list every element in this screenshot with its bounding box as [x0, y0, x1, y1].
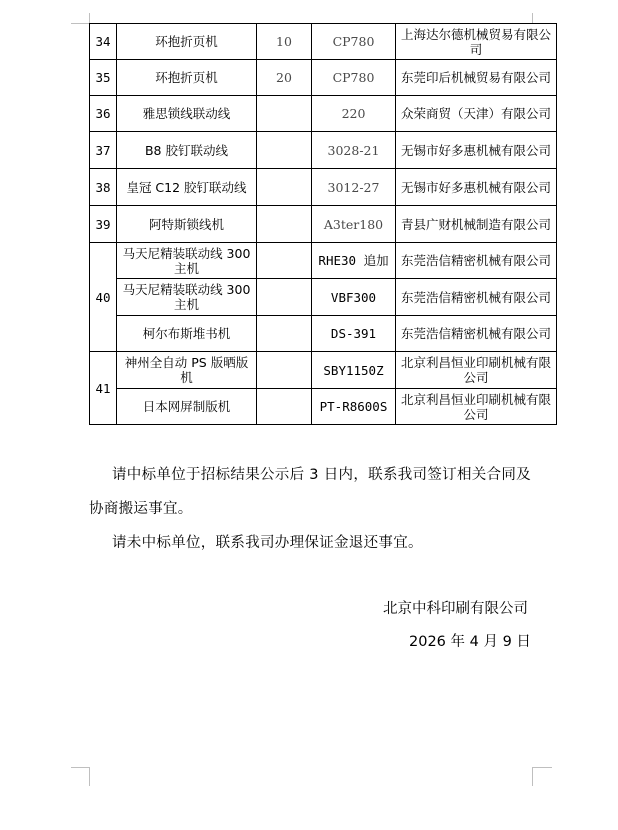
model: VBF300	[312, 279, 396, 316]
quantity	[257, 243, 312, 279]
table-row	[90, 389, 557, 425]
model: A3ter180	[312, 206, 396, 243]
equipment-name: 雅思锁线联动线	[117, 96, 257, 132]
table-row	[90, 352, 557, 389]
row-number: 39	[90, 206, 117, 243]
equipment-name: B8 胶钉联动线	[117, 132, 257, 169]
row-number: 36	[90, 96, 117, 132]
notice-paragraph-1-line-2: 协商搬运事宜。	[89, 501, 193, 517]
quantity	[257, 206, 312, 243]
equipment-name: 阿特斯锁线机	[117, 206, 257, 243]
winning-company: 北京利昌恒业印刷机械有限公司	[396, 389, 557, 425]
model: RHE30 追加	[312, 243, 396, 279]
notice-paragraph-1-line-1: 请中标单位于招标结果公示后 3 日内，联系我司签订相关合同及	[112, 467, 531, 483]
equipment-name: 马天尼精装联动线 300 主机	[117, 279, 257, 316]
quantity	[257, 389, 312, 425]
row-number: 34	[90, 24, 117, 60]
row-number: 37	[90, 132, 117, 169]
corner-mark-bottom-right-h	[532, 767, 552, 768]
equipment-name: 环抱折页机	[117, 24, 257, 60]
equipment-name: 柯尔布斯堆书机	[117, 316, 257, 352]
equipment-name: 皇冠 C12 胶钉联动线	[117, 169, 257, 206]
quantity	[257, 96, 312, 132]
equipment-name: 环抱折页机	[117, 60, 257, 96]
signature-company: 北京中科印刷有限公司	[383, 601, 528, 617]
table-row	[90, 169, 557, 206]
model: CP780	[312, 24, 396, 60]
model: 3012-27	[312, 169, 396, 206]
table-row	[90, 132, 557, 169]
winning-company: 北京利昌恒业印刷机械有限公司	[396, 352, 557, 389]
row-number: 38	[90, 169, 117, 206]
row-number: 40	[90, 243, 117, 352]
row-number: 41	[90, 352, 117, 425]
equipment-name: 马天尼精装联动线 300 主机	[117, 243, 257, 279]
equipment-name: 神州全自动 PS 版晒版机	[117, 352, 257, 389]
bid-results-table	[89, 23, 557, 425]
equipment-name: 日本网屏制版机	[117, 389, 257, 425]
quantity	[257, 316, 312, 352]
winning-company: 众荣商贸（天津）有限公司	[396, 96, 557, 132]
winning-company: 无锡市好多惠机械有限公司	[396, 132, 557, 169]
winning-company: 青县广财机械制造有限公司	[396, 206, 557, 243]
table-row	[90, 206, 557, 243]
quantity	[257, 279, 312, 316]
row-number: 35	[90, 60, 117, 96]
model: CP780	[312, 60, 396, 96]
corner-mark-bottom-right-v	[532, 767, 533, 786]
quantity	[257, 352, 312, 389]
corner-mark-bottom-left-h	[71, 767, 89, 768]
model: DS-391	[312, 316, 396, 352]
winning-company: 上海达尔德机械贸易有限公司	[396, 24, 557, 60]
winning-company: 东莞浩信精密机械有限公司	[396, 243, 557, 279]
winning-company: 东莞印后机械贸易有限公司	[396, 60, 557, 96]
table-row	[90, 316, 557, 352]
quantity	[257, 169, 312, 206]
corner-mark-top-right-v	[532, 13, 533, 23]
quantity: 10	[257, 24, 312, 60]
notice-paragraph-2: 请未中标单位，联系我司办理保证金退还事宜。	[112, 535, 423, 551]
model: PT-R8600S	[312, 389, 396, 425]
signature-date: 2026 年 4 月 9 日	[409, 634, 531, 650]
model: SBY1150Z	[312, 352, 396, 389]
corner-mark-top-left-h	[71, 23, 89, 24]
table-row	[90, 279, 557, 316]
table-row	[90, 96, 557, 132]
winning-company: 东莞浩信精密机械有限公司	[396, 316, 557, 352]
table-row	[90, 243, 557, 279]
winning-company: 东莞浩信精密机械有限公司	[396, 279, 557, 316]
quantity: 20	[257, 60, 312, 96]
corner-mark-bottom-left-v	[89, 767, 90, 786]
quantity	[257, 132, 312, 169]
winning-company: 无锡市好多惠机械有限公司	[396, 169, 557, 206]
table-row	[90, 24, 557, 60]
model: 220	[312, 96, 396, 132]
model: 3028-21	[312, 132, 396, 169]
corner-mark-top-left-v	[89, 13, 90, 23]
table-row	[90, 60, 557, 96]
